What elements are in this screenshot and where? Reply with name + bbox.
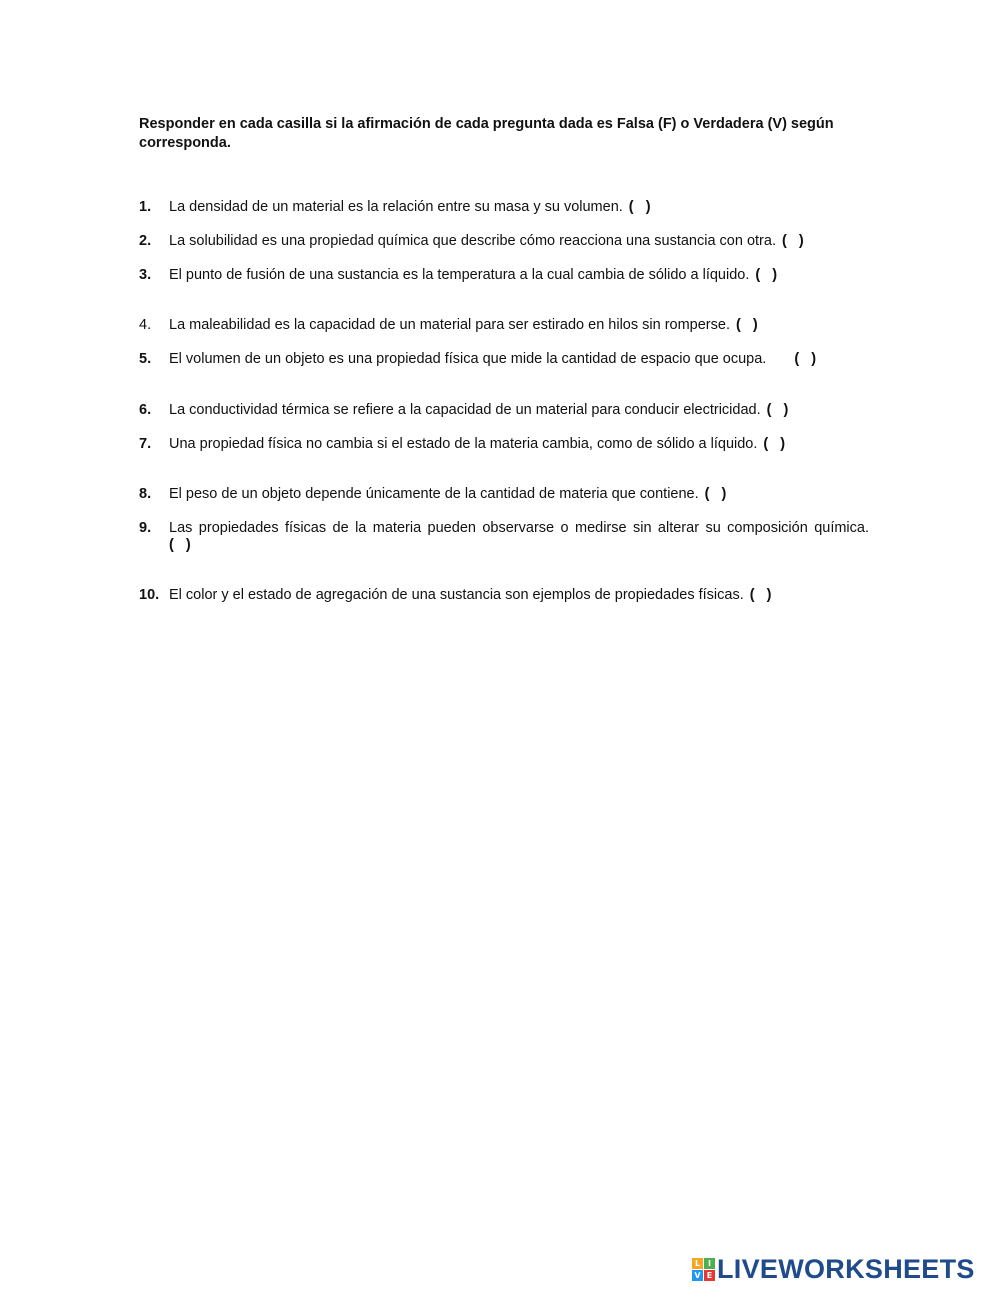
question-item <box>139 402 869 419</box>
question-item <box>139 267 869 284</box>
answer-blank[interactable]: ( ) <box>763 436 786 452</box>
question-item <box>139 520 869 554</box>
question-text: Una propiedad física no cambia si el estado de la materia cambia, como de sólido a líquido. <box>169 436 758 452</box>
question-number: 5. <box>139 351 152 367</box>
logo-letter: V <box>692 1270 703 1281</box>
question-number: 3. <box>139 267 152 283</box>
question-number: 4. <box>139 317 152 333</box>
question-item <box>139 486 869 503</box>
liveworksheets-logo <box>692 1256 975 1282</box>
question-text: La densidad de un material es la relación entre su masa y su volumen. <box>169 199 623 215</box>
question-text: Las propiedades físicas de la materia pueden observarse o medirse sin alterar su composición química. <box>169 520 869 536</box>
logo-letter: L <box>692 1258 703 1269</box>
logo-grid-icon <box>692 1258 715 1281</box>
question-number: 8. <box>139 486 152 502</box>
answer-blank[interactable]: ( ) <box>749 587 772 603</box>
question-text: El volumen de un objeto es una propiedad física que mide la cantidad de espacio que ocupa. <box>169 351 767 367</box>
question-number: 1. <box>139 199 152 215</box>
question-number: 7. <box>139 436 152 452</box>
question-text: El color y el estado de agregación de una sustancia son ejemplos de propiedades físicas. <box>169 587 744 603</box>
answer-blank[interactable]: ( ) <box>781 233 804 249</box>
instructions-heading: Responder en cada casilla si la afirmación de cada pregunta dada es Falsa (F) o Verdadera (V) según corresponda. <box>139 116 834 151</box>
question-text: El punto de fusión de una sustancia es la temperatura a la cual cambia de sólido a líquido. <box>169 267 750 283</box>
question-item <box>139 436 869 453</box>
answer-blank[interactable]: ( ) <box>794 351 817 367</box>
question-text: El peso de un objeto depende únicamente de la cantidad de materia que contiene. <box>169 486 699 502</box>
logo-text: LIVEWORKSHEETS <box>717 1254 975 1284</box>
answer-blank[interactable]: ( ) <box>755 267 778 283</box>
logo-letter: I <box>704 1258 715 1269</box>
question-item <box>139 233 869 250</box>
answer-blank[interactable]: ( ) <box>704 486 727 502</box>
question-number: 2. <box>139 233 152 249</box>
question-item <box>139 587 869 604</box>
question-item <box>139 351 869 368</box>
question-number: 9. <box>139 520 152 536</box>
answer-blank[interactable]: ( ) <box>169 537 191 553</box>
answer-blank[interactable]: ( ) <box>766 402 789 418</box>
question-text: La maleabilidad es la capacidad de un material para ser estirado en hilos sin romperse. <box>169 317 730 333</box>
question-number: 10. <box>139 587 160 603</box>
answer-blank[interactable]: ( ) <box>628 199 651 215</box>
logo-letter: E <box>704 1270 715 1281</box>
question-number: 6. <box>139 402 152 418</box>
question-item <box>139 199 869 216</box>
question-item <box>139 317 869 334</box>
question-text: La solubilidad es una propiedad química que describe cómo reacciona una sustancia con otra. <box>169 233 776 249</box>
question-text: La conductividad térmica se refiere a la capacidad de un material para conducir electricidad. <box>169 402 761 418</box>
answer-blank[interactable]: ( ) <box>735 317 758 333</box>
